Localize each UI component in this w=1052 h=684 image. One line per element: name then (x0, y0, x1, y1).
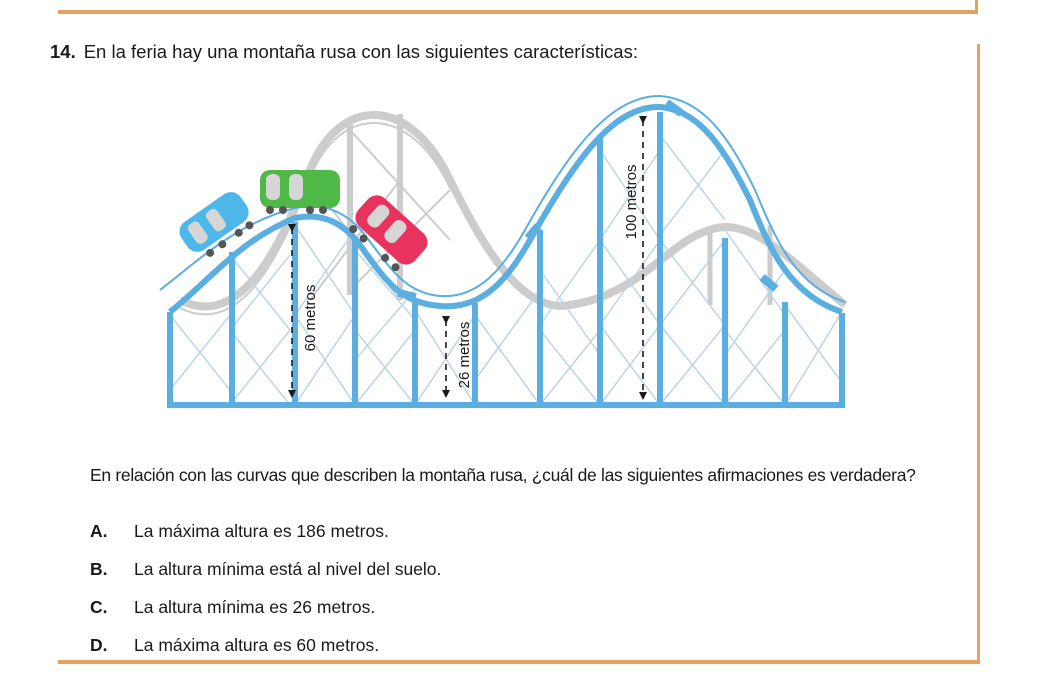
blue-coaster-car (175, 187, 259, 264)
question-prompt: En relación con las curvas que describen la montaña rusa, ¿cuál de las siguientes afirmaciones es verdadera? (90, 465, 916, 485)
option-letter: A. (90, 521, 108, 541)
top-border-line (58, 10, 978, 14)
option-letter: D. (90, 635, 108, 655)
top-border-corner (975, 0, 978, 14)
label-60-metros: 60 metros (302, 284, 319, 352)
option-letter: C. (90, 597, 108, 617)
option-d[interactable] (90, 635, 441, 673)
option-a[interactable] (90, 521, 441, 559)
roller-coaster-illustration (150, 90, 850, 415)
option-text: La máxima altura es 186 metros. (134, 521, 389, 541)
option-text: La máxima altura es 60 metros. (134, 635, 380, 655)
answer-options (90, 521, 441, 673)
question-number: 14. (50, 41, 76, 62)
option-letter: B. (90, 559, 108, 579)
question-heading (50, 41, 638, 63)
option-text: La altura mínima está al nivel del suelo. (134, 559, 442, 579)
right-border-line (977, 44, 980, 664)
option-c[interactable] (90, 597, 441, 635)
gray-background-track (180, 114, 845, 314)
option-b[interactable] (90, 559, 441, 597)
question-text: En la feria hay una montaña rusa con las siguientes características: (83, 41, 638, 62)
label-100-metros: 100 metros (623, 164, 640, 240)
option-text: La altura mínima es 26 metros. (134, 597, 376, 617)
label-26-metros: 26 metros (456, 321, 473, 389)
green-coaster-car (260, 170, 340, 214)
